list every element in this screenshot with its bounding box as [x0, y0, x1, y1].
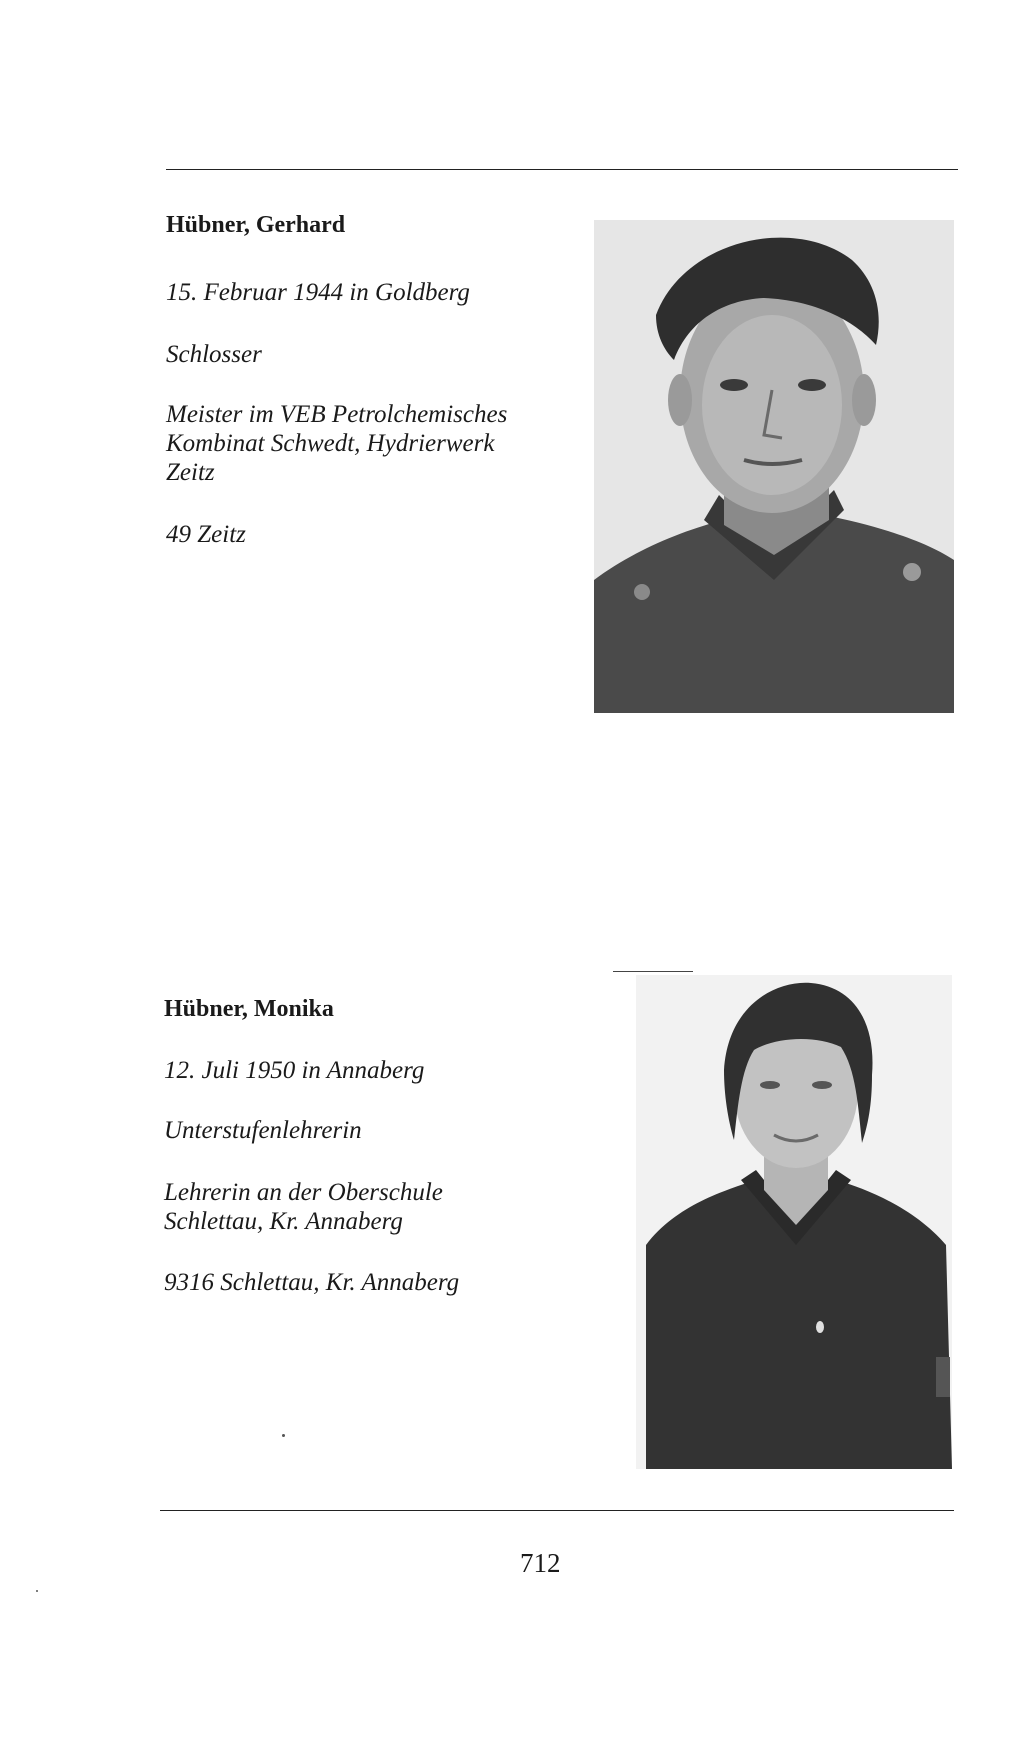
- entry-position-line: Lehrerin an der Oberschule: [164, 1179, 443, 1206]
- portrait-woman-image: [636, 975, 952, 1469]
- entry-residence: 9316 Schlettau, Kr. Annaberg: [164, 1269, 460, 1296]
- entry-profession: Schlosser: [166, 341, 262, 368]
- entry-position-line: Zeitz: [166, 459, 215, 486]
- top-rule: [166, 169, 958, 170]
- entry-position-line: Kombinat Schwedt, Hydrierwerk: [166, 430, 495, 457]
- bottom-rule: [160, 1510, 954, 1511]
- scan-speck: [282, 1434, 285, 1437]
- entry-monika: [164, 994, 594, 1296]
- entry-name: Hübner, Monika: [164, 996, 334, 1022]
- scan-speck: [36, 1590, 38, 1592]
- page-number: 712: [520, 1548, 561, 1578]
- portrait-photo-gerhard: [594, 220, 954, 713]
- entry-gerhard: [166, 210, 596, 548]
- entry-position-line: Meister im VEB Petrolchemisches: [166, 401, 508, 428]
- entry-birth: 12. Juli 1950 in Annaberg: [164, 1057, 425, 1084]
- photo-edge-rule: [613, 971, 693, 972]
- entry-position-line: Schlettau, Kr. Annaberg: [164, 1208, 403, 1235]
- entry-profession: Unterstufenlehrerin: [164, 1117, 362, 1144]
- portrait-photo-monika: [636, 975, 952, 1469]
- entry-birth: 15. Februar 1944 in Goldberg: [166, 279, 470, 306]
- portrait-man-image: [594, 220, 954, 713]
- entry-residence: 49 Zeitz: [166, 521, 246, 548]
- entry-name: Hübner, Gerhard: [166, 212, 346, 238]
